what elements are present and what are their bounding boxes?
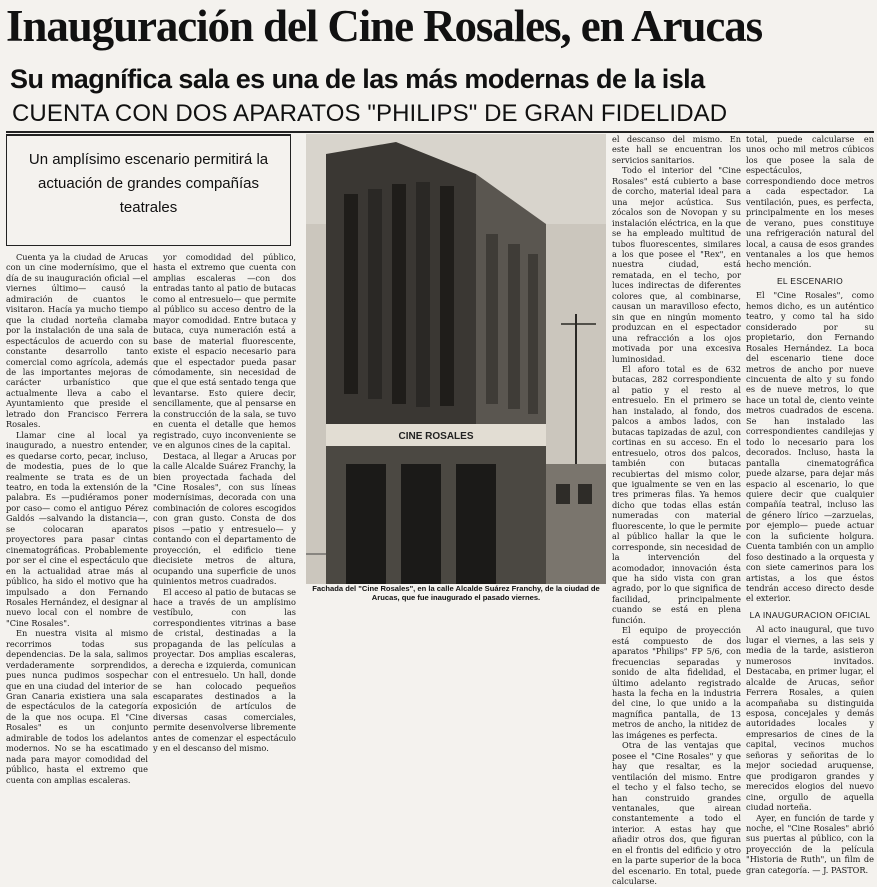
paragraph: Destaca, al llegar a Arucas por la calle Alcalde Suárez Franchy, la bien proyectada fachada del "Cine Rosales", con sus líneas modernísimas, decorada con una combinación de colores escogidos con gran gusto. Consta de dos pisos —patio y entresuelo— y contando con el departamento de proyección, el edificio tiene diecisiete metros de altura, ocupando una superficie de unos quinientos metros cuadrados.	[153, 450, 296, 587]
pullquote-text: Un amplísimo escenario permitirá la actuación de grandes compañías teatrales	[28, 151, 269, 216]
top-rule	[6, 131, 874, 133]
paragraph: Otra de las ventajas que posee el "Cine Rosales" y que hay que resaltar, es la ventilación del mismo. Entre el techo y el falso techo, se han construido grandes ventanales, que airean constantemente a todo el interior. A estas hay que añadir otros dos, que figuran en el frontis del edificio y otro en la parte superior de la boca del escenario. En total, puede calcularse.	[612, 740, 741, 887]
headline: Inauguración del Cine Rosales, en Arucas	[6, 1, 763, 51]
paragraph: yor comodidad del público, hasta el extremo que cuenta con amplias escaleras —con dos entradas tanto al patio de butacas como al entresuelo— que permite al público su acceso dentro de la mayor comodidad. Entre butaca y butaca, cuya numeración está a base de material fluorescente, existe el espacio necesario para que el espectador pueda pasar cómodamente, sin necesidad de que el que está sentado tenga que levantarse. Esto quiere decir, sencillamente, que al pensarse en la construcción de la sala, se tuvo en cuenta el detalle que hemos registrado, cuyo inconveniente se ve en algunos cines de la capital.	[153, 252, 296, 451]
section-heading-inauguracion: LA INAUGURACION OFICIAL	[749, 609, 871, 620]
deck: CUENTA CON DOS APARATOS "PHILIPS" DE GRAN FIDELIDAD	[12, 100, 728, 127]
paragraph: Cuenta ya la ciudad de Arucas con un cine modernísimo, que el día de su inauguración oficial —el viernes último— causó la admiración de cuantos le visitaron. Hacía ya mucho tiempo que la ciudad norteña clamaba por la instalación de una sala de espectáculos de acuerdo con su constante desarrollo tanto comercial como agrícola, además de las importantes mejoras de carácter urbanístico que actualmente lleva a cabo el Ayuntamiento que preside el letrado don Francisco Ferrera Rosales.	[6, 252, 148, 430]
pullquote-box	[6, 134, 291, 246]
section-heading-escenario: EL ESCENARIO	[776, 275, 844, 286]
cinema-facade-photo	[306, 134, 606, 584]
article-column-2	[153, 252, 296, 754]
article-column-1	[6, 252, 148, 785]
subheadline: Su magnífica sala es una de las más modernas de la isla	[10, 64, 705, 94]
article-column-3	[612, 134, 741, 887]
paragraph: total, puede calcularse en unos ocho mil metros cúbicos los que posee la sala de espectáculos, correspondiendo doce metros a cada espectador. La ventilación, pues, es perfecta, principalmente en los meses de verano, pues constituye una refrigeración natural del local, a causa de esos grandes ventanales a los que hemos hecho mención.	[746, 134, 874, 270]
paragraph: En nuestra visita al mismo recorrimos todas sus dependencias. De la sala, salimos verdaderamente sorprendidos, pues nunca pudimos sospechar que en una ciudad del interior de Gran Canaria existiera una sala de espectáculos de la categoría de la que nos ocupa. El "Cine Rosales" es un conjunto admirable de todos los adelantos modernos. No se ha escatimado nada para mayor comodidad del público, hasta el extremo que cuenta con amplias escaleras.	[6, 628, 148, 785]
paragraph: Ayer, en función de tarde y noche, el "Cine Rosales" abrió sus puertas al público, con la proyección de la película "Historia de Ruth", un film de gran categoría. — J. PASTOR.	[746, 812, 874, 875]
photo-caption: Fachada del "Cine Rosales", en la calle Alcalde Suárez Franchy, de la ciudad de Arucas, que fue inaugurado el pasado viernes.	[312, 584, 600, 603]
paragraph: El "Cine Rosales", como hemos dicho, es un auténtico teatro, y como tal ha sido considerado por su propietario, don Fernando Rosales Hernández. La boca del escenario tiene doce metros de ancho por nueve cincuenta de alto y su fondo es de nueve metros, lo que hace un total de, ciento veinte metros cuadrados de escena. Se han instalado las correspondientes candilejas y todo lo necesario para los decorados. Incluso, hasta la pantalla cinematográfica puede alzarse, para dejar más espacio al escenario, lo que quiere decir que cualquier compañía teatral, incluso las de género lírico —zarzuelas, por ejemplo— puede actuar con la suficiente holgura. Cuenta también con un amplio foso destinado a la orquesta y con siete camerinos para los artistas, a los que éstos tendrán acceso directo desde el exterior.	[746, 290, 874, 604]
article-column-4	[746, 134, 874, 875]
photo-sign: CINE ROSALES	[398, 431, 474, 442]
paragraph: El acceso al patio de butacas se hace a través de un amplísimo vestíbulo, con las correspondientes vitrinas a base de cristal, destinadas a la propaganda de las películas a proyectar. Dos amplias escaleras, a derecha e izquierda, comunican con el entresuelo. Un hall, donde se han colocado pequeños escaparates destinados a la exposición de artículos de diversas casas comerciales, permite desenvolverse libremente antes de comenzar el espectáculo y en el descanso del mismo.	[153, 586, 296, 754]
paragraph: El aforo total es de 632 butacas, 282 correspondiente al patio y el resto al entresuelo. En el primero se han instalado, al fondo, dos palcos a ambos lados, con butacas tapizadas de azul, con cortinas en su acceso. En el entresuelo, otros dos palcos, también con butacas recubiertas del mismo color, que igualmente se ven en las tres primeras filas. Ya hemos dicho que todas ellas están numeradas con material fluorescente, lo que le permite al público hallar la que le corresponde, sin necesidad de la intervención del acomodador, innovación ésta que ha sido vista con gran agrado, por lo que significa de facilidad, principalmente cuando se está en plena función.	[612, 363, 741, 625]
paragraph: el descanso del mismo. En este hall se encuentran los servicios sanitarios.	[612, 134, 741, 165]
paragraph: Llamar cine al local ya inaugurado, a nuestro entender, es quedarse corto, pecar, incluso, de modestia, pues de lo que realmente se trata es de un teatro, en toda la extensión de la palabra. Es —pudiéramos poner por caso— como el antiguo Pérez Galdós —salvando la distancia—, se colocaran aparatos proyectores para pasar cintas cinematográficas. Probablemente por ser el cine el espectáculo que en la actualidad atrae más al público, ha sido el motivo que ha impulsado a don Fernando Rosales Hernández, el designar al nuevo local con el nombre de "Cine Rosales".	[6, 429, 148, 628]
paragraph: Al acto inaugural, que tuvo lugar el viernes, a las seis y media de la tarde, asistieron numerosos invitados. Destacaba, en primer lugar, el alcalde de Arucas, señor Ferrera Rosales, a quien acompañaba su distinguida esposa, concejales y demás autoridades locales y empresarios de cines de la capital, vecinos muchos señoras y señoritas de lo mejor sociedad aruquense, que prodigaron grandes y merecidos elogios del nuevo cine, orgullo de aquella ciudad norteña.	[746, 624, 874, 813]
paragraph: El equipo de proyección está compuesto de dos aparatos "Philips" FP 5/6, con frecuencias separadas y sonido de alta fidelidad, el último adelanto registrado hasta la fecha en la industria del cine, lo que unido a la magnífica pantalla, de 13 metros de ancho, la nitidez de las imágenes es perfecta.	[612, 625, 741, 740]
cinema-building-illustration	[306, 134, 606, 584]
paragraph: Todo el interior del "Cine Rosales" está cubierto a base de corcho, material ideal para una mejor acústica. Sus zócalos son de Novopan y su instalación eléctrica, en la que se ha empleado multitud de tubos fluorescentes, similares a los que posee el "Rex", en nuestra ciudad, está rematada, en el techo, por luces indirectas de diferentes colores que, al combinarse, causan un maravilloso efecto, sin que en ningún momento produzcan en el espectador una refracción a los ojos motivada por una excesiva luminosidad.	[612, 165, 741, 364]
